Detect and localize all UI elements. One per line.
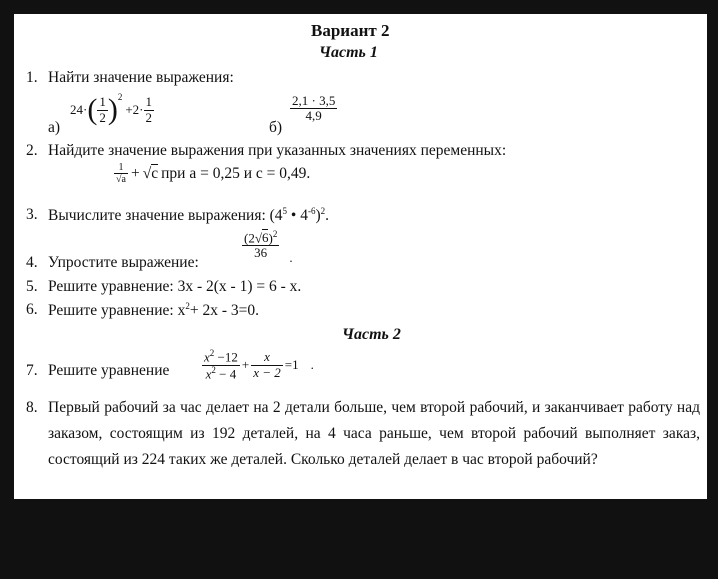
task-1a-expression	[70, 90, 154, 130]
fraction-denominator: 2	[99, 109, 106, 125]
sqrt-radicand: 6	[261, 229, 269, 245]
fraction-denominator: 36	[254, 245, 268, 261]
task-3-power-3: 2	[320, 206, 326, 216]
task-6-power: 2	[185, 301, 190, 311]
task-6-text-before: Решите уравнение: х	[48, 302, 186, 320]
task-7-text: Решите уравнение	[48, 362, 170, 379]
right-paren: )	[107, 93, 118, 126]
fraction-numerator: 1	[145, 94, 153, 110]
task-1a-coef: 24·	[70, 102, 88, 117]
var-x: x	[204, 349, 210, 365]
task-4-number: 4.	[26, 254, 38, 271]
power: 2	[211, 364, 216, 375]
task-5-text: Решите уравнение: 3х - 2(х - 1) = 6 - х.	[48, 278, 302, 295]
task-3-end: .	[325, 207, 330, 225]
var-x: x	[205, 365, 212, 381]
task-1a-label: а)	[48, 119, 61, 136]
task-5-number: 5.	[26, 278, 38, 295]
rest: −12	[214, 349, 238, 365]
task-3-expr-close: )	[315, 207, 321, 225]
task-1a-fraction-2	[144, 95, 155, 125]
task-2-fraction	[114, 162, 128, 185]
task-2-text: Найдите значение выражения при указанных значениях переменных:	[48, 142, 507, 159]
fraction-numerator: 1	[114, 162, 128, 174]
sqrt-radicand: a	[121, 174, 126, 185]
task-7-expression	[202, 349, 314, 381]
task-8-text: Первый рабочий за час делает на 2 детали больше, чем второй рабочий, и заканчивает работу над заказом, состоящим из 192 деталей, на 4 часа раньше, чем второй рабочий выполняет заказ, состоящий из 224 таких же деталей. Сколько деталей делает в час второй рабочий?	[48, 399, 700, 468]
task-6-line	[48, 301, 259, 320]
task-1b-fraction	[290, 94, 337, 124]
task-3-expr-open: (4	[269, 207, 283, 225]
task-2-expression	[114, 162, 310, 185]
task-6-text-after: + 2х - 3=0.	[189, 302, 259, 320]
task-2-condition: при а = 0,25 и с = 0,49.	[161, 164, 311, 182]
rest: − 4	[215, 365, 237, 381]
power: 2	[209, 348, 215, 358]
task-3-line	[48, 206, 329, 225]
task-4-fraction	[242, 230, 279, 261]
task-8-number: 8.	[26, 399, 38, 416]
task-1-number: 1.	[26, 69, 38, 86]
left-paren: (	[87, 93, 98, 126]
part-1-heading: Часть 1	[319, 44, 378, 61]
variant-title: Вариант 2	[311, 21, 390, 40]
task-3-dot: • 4	[287, 207, 308, 225]
fraction-denominator: 2	[145, 109, 153, 125]
fraction-denominator: √a	[116, 174, 126, 185]
task-1a-plus: +2·	[125, 102, 144, 117]
task-1b-expression	[290, 94, 337, 124]
fraction-numerator	[202, 349, 240, 366]
task-4-end: .	[289, 250, 293, 265]
fraction-numerator: $(2√6)^2$	[244, 228, 278, 245]
sqrt-radicand: c	[151, 164, 159, 182]
task-3-text: Вычислите значение выражения:	[48, 207, 266, 225]
task-7-number: 7.	[26, 362, 38, 379]
task-3-number: 3.	[26, 206, 38, 223]
fraction-numerator: 1	[99, 94, 106, 110]
task-1a-fraction	[97, 95, 108, 125]
task-7-end: .	[310, 357, 314, 373]
task-2-number: 2.	[26, 142, 38, 159]
fraction-denominator: 4,9	[305, 108, 322, 124]
task-7-equals: =1	[284, 357, 299, 373]
task-1-text: Найти значение выражения:	[48, 69, 234, 86]
worksheet	[14, 14, 707, 499]
num-close: )	[268, 229, 273, 245]
task-6-number: 6.	[26, 301, 38, 318]
task-1b-label: б)	[269, 119, 283, 136]
task-7-plus: +	[241, 357, 250, 373]
fraction-denominator: x − 2	[253, 364, 281, 380]
part-2-heading: Часть 2	[342, 326, 401, 343]
num-power: 2	[272, 228, 278, 239]
task-2-plus: +	[130, 164, 140, 182]
task-4-expression	[242, 224, 293, 266]
task-1a-power: 2	[117, 92, 123, 102]
task-4-text: Упростите выражение:	[48, 254, 199, 271]
task-7-fraction-1	[202, 349, 240, 381]
fraction-numerator: 2,1 · 3,5	[292, 93, 336, 108]
fraction-denominator	[202, 366, 240, 382]
task-3-power-1: 5	[282, 206, 288, 216]
fraction-numerator: x	[251, 350, 283, 365]
task-2-sqrt: √c	[142, 164, 159, 182]
num-open: (2	[244, 229, 255, 245]
task-3-power-2: -6	[307, 206, 316, 216]
task-7-fraction-2	[251, 350, 283, 380]
